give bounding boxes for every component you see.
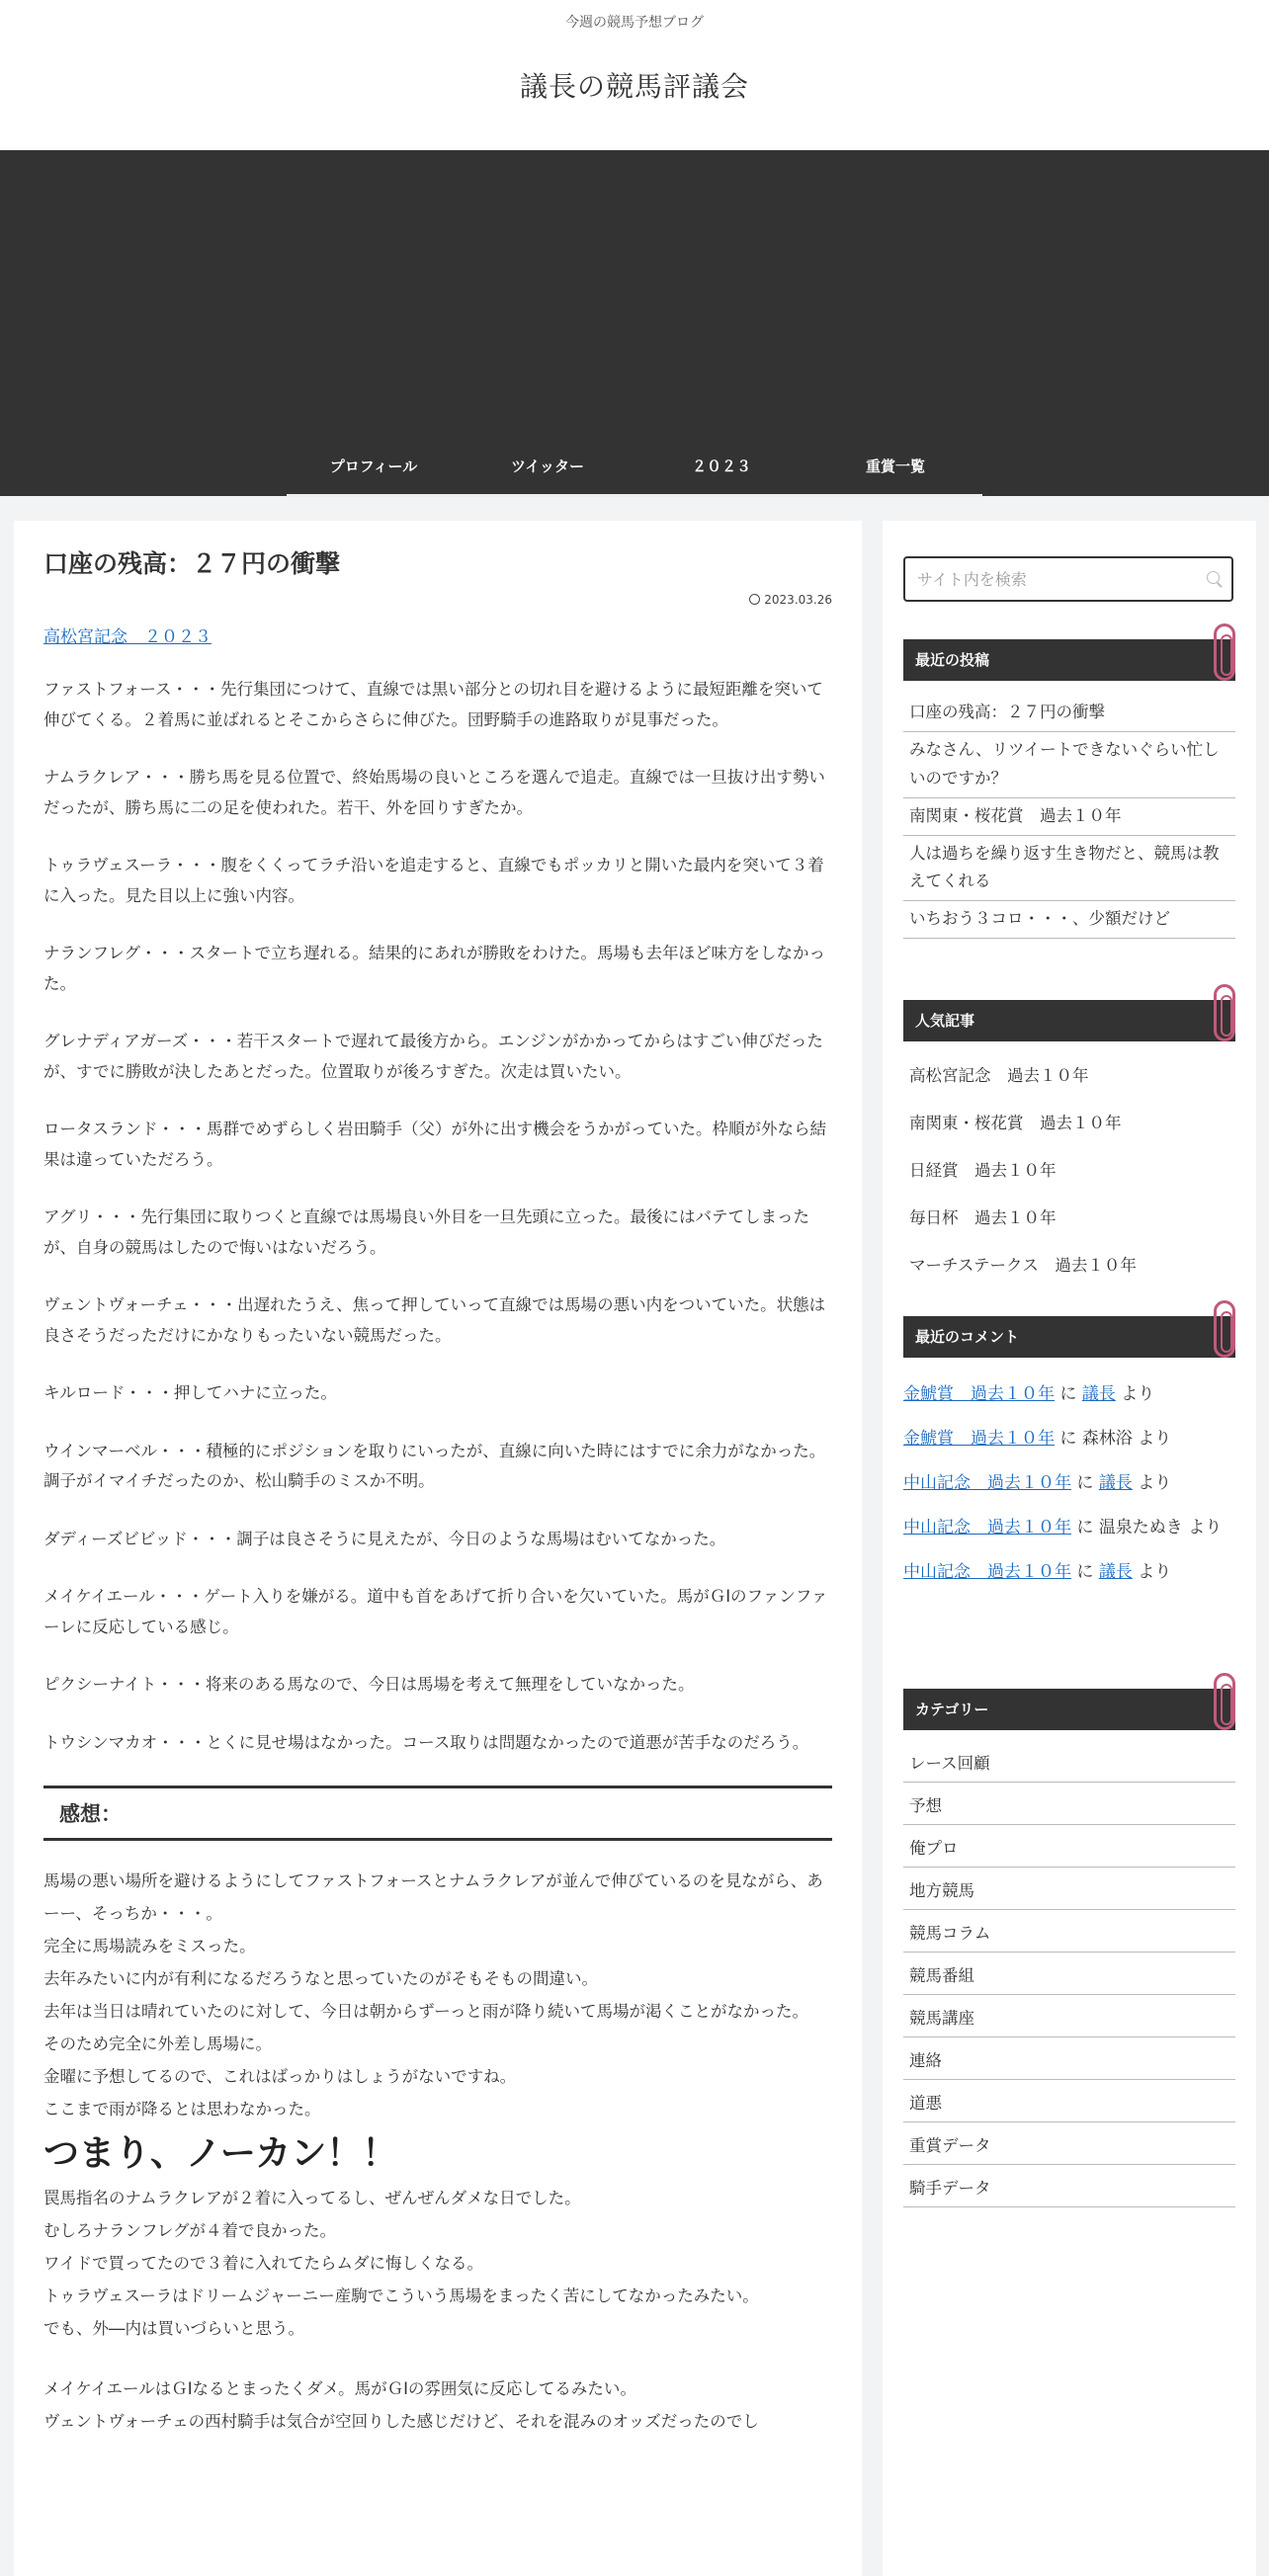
paperclip-icon <box>1214 1300 1235 1358</box>
site-tagline: 今週の競馬予想ブログ <box>565 15 704 31</box>
category-link[interactable]: 競馬講座 <box>903 1995 1235 2037</box>
widget-title-comments <box>903 1316 1235 1358</box>
thought-line: 罠馬指名のナムラクレアが２着に入ってるし、ぜんぜんダメな日でした。 <box>43 2189 581 2208</box>
comment-post-link[interactable]: 金鯱賞 過去１０年 <box>903 1428 1055 1449</box>
paperclip-icon <box>1214 623 1235 681</box>
popular-post-link[interactable]: 南関東・桜花賞 過去１０年 <box>909 1114 1122 1132</box>
thought-line: 金曜に予想してるので、これはばっかりはしょうがないですね。 <box>43 2067 517 2087</box>
category-link[interactable]: 騎手データ <box>903 2165 1235 2207</box>
race-comment: トウシンマカオ・・・とくに見せ場はなかった。コース取りは問題なかったので道悪が苦手なのだろう。 <box>43 1732 809 1752</box>
global-nav <box>287 441 982 497</box>
main-content <box>14 521 862 2576</box>
race-comment: ウインマーベル・・・積極的にポジションを取りにいったが、直線に向いた時にはすでに余力がなかった。調子がイマイチだったのか、松山騎手のミスか不明。 <box>43 1441 826 1491</box>
popular-post-link[interactable]: 日経賞 過去１０年 <box>909 1161 1057 1180</box>
race-comment: ファストフォース・・・先行集団につけて、直線では黒い部分との切れ目を避けるように最短距離を突いて伸びてくる。２着馬に並ばれるとそこからさらに伸びた。団野騎手の進路取りが見事だった。 <box>43 680 823 729</box>
comment-post-link[interactable]: 金鯱賞 過去１０年 <box>903 1384 1055 1404</box>
comment-post-link[interactable]: 中山記念 過去１０年 <box>903 1561 1071 1582</box>
thought-line: メイケイエールはＧⅠなるとまったくダメ。馬がＧⅠの雰囲気に反応してるみたい。 <box>43 2379 636 2399</box>
category-link[interactable]: レース回顧 <box>903 1740 1235 1783</box>
widget-title-text: 人気記事 <box>915 1012 975 1030</box>
thought-line: でも、外―内は買いづらいと思う。 <box>43 2319 304 2339</box>
widget-title-popular <box>903 1000 1235 1041</box>
race-comment: ナランフレグ・・・スタートで立ち遅れる。結果的にあれが勝敗をわけた。馬場も去年ほど味方をしなかった。 <box>43 944 826 993</box>
thought-line: 去年みたいに内が有利になるだろうなと思っていたのがそもそもの間違い。 <box>43 1969 598 1989</box>
race-comment: グレナディアガーズ・・・若干スタートで遅れて最後方から。エンジンがかかってからはすごい伸びだったが、すでに勝敗が決したあとだった。位置取りが後ろすぎた。次走は買いたい。 <box>43 1032 823 1081</box>
race-comment: ヴェントヴォーチェ・・・出遅れたうえ、焦って押していって直線では馬場の悪い内をついていた。状態は良さそうだっただけにかなりもったいない競馬だった。 <box>43 1295 826 1345</box>
site-header <box>0 0 1269 150</box>
recent-comments-list <box>903 1380 1235 1602</box>
comment-author: 温泉たぬき <box>1098 1517 1183 1537</box>
emphasis-text: つまり、ノーカン！！ <box>43 2133 398 2175</box>
nav-item-graded-races[interactable]: 重賞一覧 <box>865 457 925 475</box>
popular-posts-list <box>903 1050 1235 1288</box>
comment-item: 中山記念 過去１０年 に 議長 より <box>903 1472 1172 1493</box>
widget-title-text: カテゴリー <box>915 1701 989 1718</box>
category-link[interactable]: 地方競馬 <box>903 1868 1235 1910</box>
section-heading: 感想： <box>43 1786 832 1841</box>
comment-item: 中山記念 過去１０年 に 温泉たぬき より <box>903 1517 1223 1537</box>
search-box <box>903 556 1233 602</box>
post-date <box>43 593 832 607</box>
paperclip-icon <box>1214 984 1235 1041</box>
race-comment: アグリ・・・先行集団に取りつくと直線では馬場良い外目を一旦先頭に立った。最後にはバテてしまったが、自身の競馬はしたので悔いはないだろう。 <box>43 1207 810 1257</box>
post-date-text: 2023.03.26 <box>764 593 832 607</box>
search-icon[interactable] <box>1207 571 1220 584</box>
recent-post-link[interactable]: みなさん、リツイートできないぐらい忙しいのですか？ <box>903 732 1235 798</box>
comment-author: 森林浴 <box>1081 1428 1133 1449</box>
paperclip-icon <box>1214 1673 1235 1730</box>
category-link[interactable]: 競馬コラム <box>903 1910 1235 1953</box>
nav-item-profile[interactable]: プロフィール <box>329 457 418 475</box>
race-comment: ロータスランド・・・馬群でめずらしく岩田騎手（父）が外に出す機会をうかがっていた。枠順が外なら結果は違っていただろう。 <box>43 1120 826 1169</box>
related-race-link[interactable]: 高松宮記念 ２０２３ <box>43 627 212 647</box>
race-comment: トゥラヴェスーラ・・・腹をくくってラチ沿いを追走すると、直線でもポッカリと開いた最内を突いて３着に入った。見た目以上に強い内容。 <box>43 856 824 905</box>
comment-author-link[interactable]: 議長 <box>1098 1561 1133 1582</box>
comment-item: 金鯱賞 過去１０年 に 森林浴 より <box>903 1428 1172 1449</box>
comment-item: 金鯱賞 過去１０年 に 議長 より <box>903 1384 1155 1404</box>
category-link[interactable]: 競馬番組 <box>903 1953 1235 1995</box>
category-link[interactable]: 道悪 <box>903 2080 1235 2122</box>
thought-line: 完全に馬場読みをミスった。 <box>43 1937 256 1956</box>
recent-post-link[interactable]: 南関東・桜花賞 過去１０年 <box>903 798 1235 836</box>
thought-line: トゥラヴェスーラはドリームジャーニー産駒でこういう馬場をまったく苦にしてなかったみたい。 <box>43 2286 759 2306</box>
comment-post-link[interactable]: 中山記念 過去１０年 <box>903 1517 1071 1537</box>
race-comment: ナムラクレア・・・勝ち馬を見る位置で、終始馬場の良いところを選んで追走。直線では一旦抜け出す勢いだったが、勝ち馬に二の足を使われた。若干、外を回りすぎたか。 <box>43 768 825 817</box>
thought-line: そのため完全に外差し馬場に。 <box>43 2035 272 2054</box>
recent-post-link[interactable]: いちおう３コロ・・・、少額だけど <box>903 901 1235 939</box>
popular-post-link[interactable]: マーチステークス 過去１０年 <box>909 1256 1137 1275</box>
comment-item: 中山記念 過去１０年 に 議長 より <box>903 1561 1172 1582</box>
category-link[interactable]: 連絡 <box>903 2037 1235 2080</box>
widget-title-recent <box>903 639 1235 681</box>
thought-line: ワイドで買ってたので３着に入れてたらムダに悔しくなる。 <box>43 2254 484 2274</box>
widget-title-text: 最近のコメント <box>915 1328 1020 1346</box>
categories-list <box>903 1740 1235 2207</box>
thought-line: むしろナランフレグが４着で良かった。 <box>43 2221 337 2241</box>
sidebar <box>883 521 1256 2576</box>
recent-post-link[interactable]: 人は過ちを繰り返す生き物だと、競馬は教えてくれる <box>903 836 1235 902</box>
comment-author-link[interactable]: 議長 <box>1081 1384 1116 1404</box>
post-title: 口座の残高：２７円の衝撃 <box>43 549 341 578</box>
race-comment: メイケイエール・・・ゲート入りを嫌がる。道中も首をあげて折り合いを欠いていた。馬がＧⅠのファンファーレに反応している感じ。 <box>43 1587 828 1636</box>
thought-line: ここまで雨が降るとは思わなかった。 <box>43 2100 321 2119</box>
nav-item-twitter[interactable]: ツイッター <box>511 457 584 475</box>
category-link[interactable]: 予想 <box>903 1783 1235 1825</box>
category-link[interactable]: 重賞データ <box>903 2122 1235 2165</box>
category-link[interactable]: 俺プロ <box>903 1825 1235 1868</box>
recent-post-link[interactable]: 口座の残高：２７円の衝撃 <box>903 695 1235 732</box>
clock-icon <box>749 594 760 605</box>
race-comment: ダディーズビビッド・・・調子は良さそうに見えたが、今日のような馬場はむいてなかった。 <box>43 1529 726 1548</box>
thought-line: 馬場の悪い場所を避けるようにしてファストフォースとナムラクレアが並んで伸びているのを見ながら、あーー、そっちか・・・。 <box>43 1871 823 1924</box>
thought-line: ヴェントヴォーチェの西村騎手は気合が空回りした感じだけど、それを混みのオッズだったのでし <box>43 2412 759 2432</box>
widget-title-text: 最近の投稿 <box>915 651 990 669</box>
thought-line: 去年は当日は晴れていたのに対して、今日は朝からずーっと雨が降り続いて馬場が渇くことがなかった。 <box>43 2002 809 2022</box>
popular-post-link[interactable]: 高松宮記念 過去１０年 <box>909 1066 1089 1085</box>
thoughts-block <box>43 1865 832 2438</box>
comment-author-link[interactable]: 議長 <box>1098 1472 1133 1493</box>
nav-item-2023[interactable]: ２０２３ <box>691 457 751 475</box>
race-comment: ピクシーナイト・・・将来のある馬なので、今日は馬場を考えて無理をしていなかった。 <box>43 1675 695 1695</box>
widget-title-categories <box>903 1689 1235 1730</box>
search-input[interactable] <box>905 558 1196 600</box>
race-comment: キルロード・・・押してハナに立った。 <box>43 1383 337 1403</box>
site-title[interactable]: 議長の競馬評議会 <box>519 70 749 103</box>
comment-post-link[interactable]: 中山記念 過去１０年 <box>903 1472 1071 1493</box>
recent-posts-list <box>903 695 1235 939</box>
popular-post-link[interactable]: 毎日杯 過去１０年 <box>909 1208 1057 1227</box>
